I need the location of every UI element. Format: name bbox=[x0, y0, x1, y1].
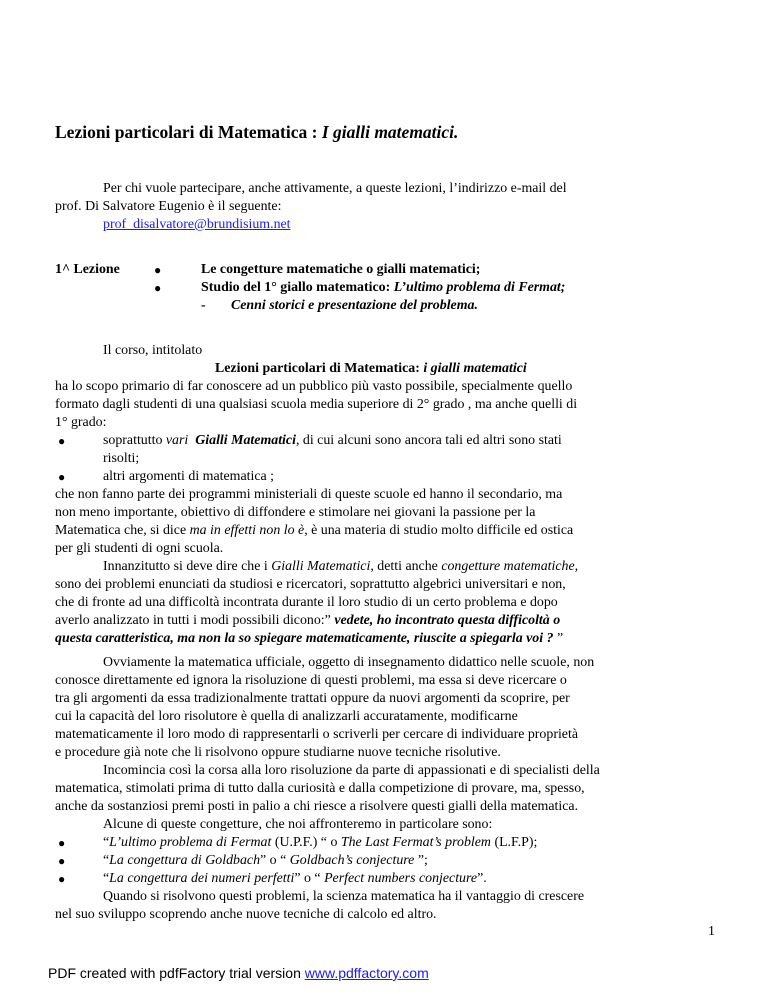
conjecture-3: “La congettura dei numeri perfetti” o “ Perfect numbers conjecture”. bbox=[103, 871, 487, 886]
course-line-2: formato dagli studenti di una qualsiasi scuola media superiore di 2° grado , ma anche quelli di bbox=[55, 397, 578, 412]
course-title: Lezioni particolari di Matematica: i gialli matematici bbox=[215, 361, 527, 376]
p3-line-2: conosce direttamente ed ignora la risoluzione di questi problemi, ma essa si deve ricercare o bbox=[55, 673, 567, 688]
p4-line-3: anche da sostanziosi premi posti in palio a chi riesce a risolvere questi gialli della matematica. bbox=[55, 799, 579, 814]
p4-line-1: Incomincia così la corsa alla loro risoluzione da parte di appassionati e di specialisti della bbox=[103, 763, 600, 778]
p2-line-1: Innanzitutto si deve dire che i Gialli Matematici, detti anche congetture matematiche, bbox=[103, 559, 579, 574]
p3-line-6: e procedure già note che li risolvono oppure studiarne nuove tecniche risolutive. bbox=[55, 745, 501, 760]
course-line-7: per gli studenti di ogni scuola. bbox=[55, 541, 224, 556]
p3-line-4: cui la capacità del loro risolutore è quella di analizzarli accuratamente, modificarne bbox=[55, 709, 518, 724]
intro-line-1: Per chi vuole partecipare, anche attivamente, a queste lezioni, l’indirizzo e-mail del bbox=[103, 181, 567, 196]
bullet-icon: ● bbox=[58, 836, 66, 850]
course-bullet-1: soprattutto vari Gialli Matematici, di cui alcuni sono ancora tali ed altri sono stati bbox=[103, 433, 562, 448]
pdf-footer: PDF created with pdfFactory trial version www.pdffactory.com bbox=[48, 965, 429, 981]
bullet-icon: ● bbox=[154, 263, 162, 277]
pdffactory-link[interactable]: www.pdffactory.com bbox=[304, 965, 429, 981]
p2-line-4: averlo analizzato in tutti i modi possibili dicono:” vedete, ho incontrato questa difficoltà o bbox=[55, 613, 561, 628]
document-title: Lezioni particolari di Matematica : I gialli matematici. bbox=[55, 122, 459, 142]
course-bullet-1-cont: risolti; bbox=[103, 451, 140, 466]
bullet-icon: ● bbox=[58, 872, 66, 886]
course-line-6: Matematica che, si dice ma in effetti non lo è, è una materia di studio molto difficile ed ostica bbox=[55, 523, 574, 538]
course-line-3: 1° grado: bbox=[55, 415, 107, 430]
p2-line-2: sono dei problemi enunciati da studiosi e ricercatori, soprattutto algebrici universitari e non, bbox=[55, 577, 566, 592]
lesson-item-3-dash: - bbox=[201, 298, 206, 313]
lesson-item-2: Studio del 1° giallo matematico: L’ultimo problema di Fermat; bbox=[201, 280, 566, 295]
conjecture-2: “La congettura di Goldbach” o “ Goldbach’s conjecture ”; bbox=[103, 853, 428, 868]
email-link[interactable]: prof_disalvatore@brundisium.net bbox=[103, 217, 291, 232]
course-line-1: ha lo scopo primario di far conoscere ad un pubblico più vasto possibile, specialmente quello bbox=[55, 379, 573, 394]
lesson-label: 1^ Lezione bbox=[55, 262, 120, 277]
bullet-icon: ● bbox=[58, 434, 66, 448]
intro-line-2: prof. Di Salvatore Eugenio è il seguente: bbox=[55, 199, 282, 214]
lesson-item-3: Cenni storici e presentazione del problema. bbox=[231, 298, 478, 313]
p3-line-5: matematicamente il loro modo di rappresentarli o scriverli per cercare di individuare proprietà bbox=[55, 727, 578, 742]
course-line-5: non meno importante, obiettivo di diffondere e stimolare nei giovani la passione per la bbox=[55, 505, 536, 520]
lesson-item-1: Le congetture matematiche o gialli matematici; bbox=[201, 262, 481, 277]
p4-line-2: matematica, stimolati prima di tutto dalla curiosità e dalla competizione di provare, ma, spesso, bbox=[55, 781, 585, 796]
course-line-4: che non fanno parte dei programmi ministeriali di queste scuole ed hanno il secondario, ma bbox=[55, 487, 563, 502]
p2-line-5: questa caratteristica, ma non la so spiegare matematicamente, riuscite a spiegarla voi ? ” bbox=[55, 631, 564, 646]
course-intro: Il corso, intitolato bbox=[103, 343, 203, 358]
p5-line-1: Quando si risolvono questi problemi, la scienza matematica ha il vantaggio di crescere bbox=[103, 889, 584, 904]
course-bullet-2: altri argomenti di matematica ; bbox=[103, 469, 275, 484]
p3-line-3: tra gli argomenti da essa tradizionalmente trattati oppure da nuovi argomenti da scoprire, per bbox=[55, 691, 570, 706]
p4-line-4: Alcune di queste congetture, che noi affronteremo in particolare sono: bbox=[103, 817, 493, 832]
p3-line-1: Ovviamente la matematica ufficiale, oggetto di insegnamento didattico nelle scuole, non bbox=[103, 655, 595, 670]
page-number: 1 bbox=[708, 924, 715, 939]
bullet-icon: ● bbox=[154, 281, 162, 295]
bullet-icon: ● bbox=[58, 854, 66, 868]
conjecture-1: “L’ultimo problema di Fermat (U.P.F.) “ o The Last Fermat’s problem (L.F.P); bbox=[103, 835, 538, 850]
p2-line-3: che di fronte ad una difficoltà incontrata durante il loro studio di un certo problema e dopo bbox=[55, 595, 558, 610]
bullet-icon: ● bbox=[58, 470, 66, 484]
p5-line-2: nel suo sviluppo scoprendo anche nuove tecniche di calcolo ed altro. bbox=[55, 907, 437, 922]
